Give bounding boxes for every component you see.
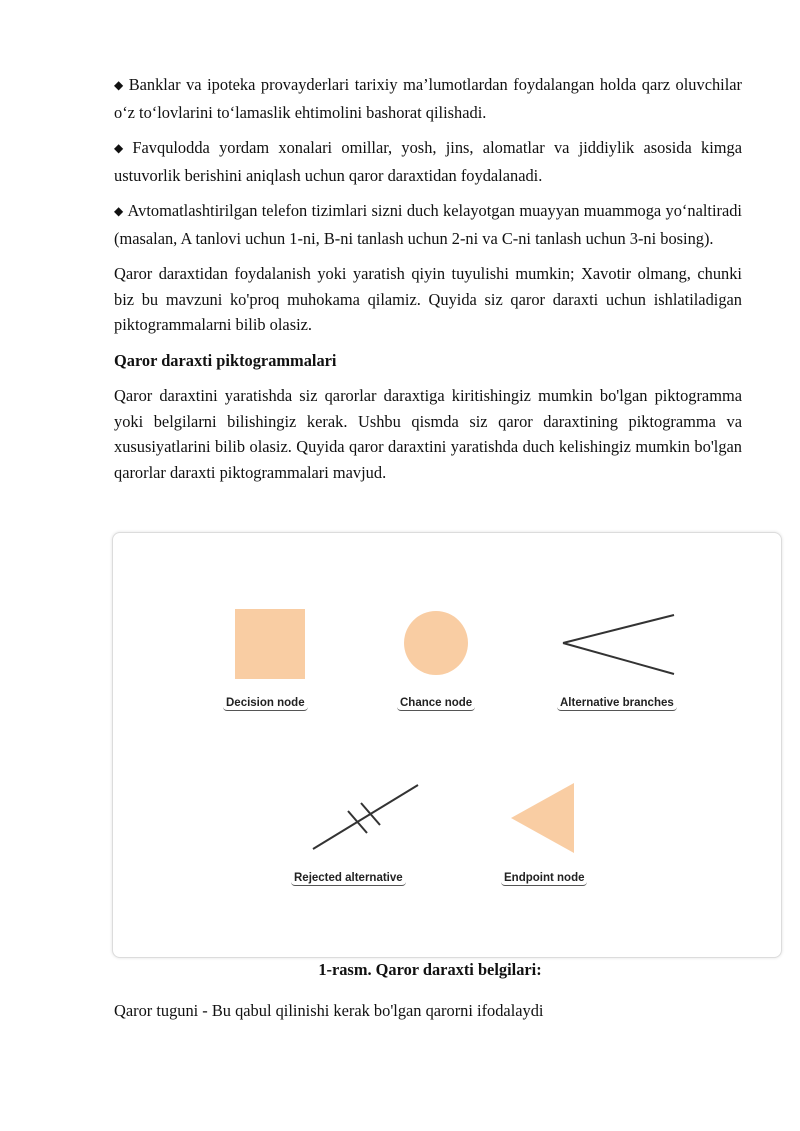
- bullet-text-1: Banklar va ipoteka provayderlari tarixiy ma’lumotlardan foydalangan holda qarz oluvchilar o‘z to‘lovlarini to‘lamaslik ehtimolini bashorat qilishadi.: [114, 75, 743, 122]
- diamond-bullet-icon: ◆: [114, 141, 129, 155]
- bullet-paragraph-3: [114, 198, 742, 251]
- decision-tree-icons-figure: [112, 532, 782, 958]
- chance-node-label: Chance node: [397, 697, 475, 711]
- crossed-line-icon: [313, 785, 418, 849]
- endpoint-node-label: Endpoint node: [501, 872, 587, 886]
- closing-block: [114, 998, 742, 1024]
- rejected-alternative-label: Rejected alternative: [291, 872, 406, 886]
- bullet-paragraph-2: [114, 135, 742, 188]
- square-icon: [235, 609, 305, 679]
- diamond-bullet-icon: ◆: [114, 78, 125, 92]
- intro-paragraph: Qaror daraxtidan foydalanish yoki yaratish qiyin tuyulishi mumkin; Xavotir olmang, chunki biz bu mavzuni ko'proq muhokama qilamiz. Quyida siz qaror daraxti uchun ishlatiladigan piktogrammalarni bilib olasiz.: [114, 264, 742, 334]
- triangle-icon: [511, 783, 574, 853]
- document-body: [114, 72, 742, 495]
- alternative-branches-label: Alternative branches: [557, 697, 677, 711]
- caption-text: 1-rasm. Qaror daraxti belgilari:: [318, 960, 542, 979]
- branches-icon: [563, 615, 674, 674]
- closing-paragraph: Qaror tuguni - Bu qabul qilinishi kerak bo'lgan qarorni ifodalaydi: [114, 1001, 544, 1020]
- circle-icon: [404, 611, 468, 675]
- decision-node-label: Decision node: [223, 697, 308, 711]
- figure-caption: [0, 960, 800, 980]
- bullet-text-3: Avtomatlashtirilgan telefon tizimlari sizni duch kelayotgan muayyan muammoga yo‘naltiradi (masalan, A tanlovi uchun 1-ni, B-ni tanlash uchun 2-ni va C-ni tanlash uchun 3-ni bosing).: [114, 201, 742, 248]
- figure-shapes: [113, 533, 781, 957]
- diamond-bullet-icon: ◆: [114, 204, 124, 218]
- bullet-paragraph-1: [114, 72, 742, 125]
- body-paragraph: Qaror daraxtini yaratishda siz qarorlar daraxtiga kiritishingiz mumkin bo'lgan piktogramma yoki belgilarni bilishingiz kerak. Ushbu qismda siz qaror daraxtining piktogramma va xususiyatlarini bilib olasiz. Quyida qaror daraxtini yaratishda duch kelishingiz mumkin bo'lgan qarorlar daraxti piktogrammalari mavjud.: [114, 386, 742, 482]
- bullet-text-2: Favqulodda yordam xonalari omillar, yosh, jins, alomatlar va jiddiylik asosida kimga ustuvorlik berishini aniqlash uchun qaror daraxtidan foydalanadi.: [114, 138, 743, 185]
- section-heading: Qaror daraxti piktogrammalari: [114, 350, 337, 370]
